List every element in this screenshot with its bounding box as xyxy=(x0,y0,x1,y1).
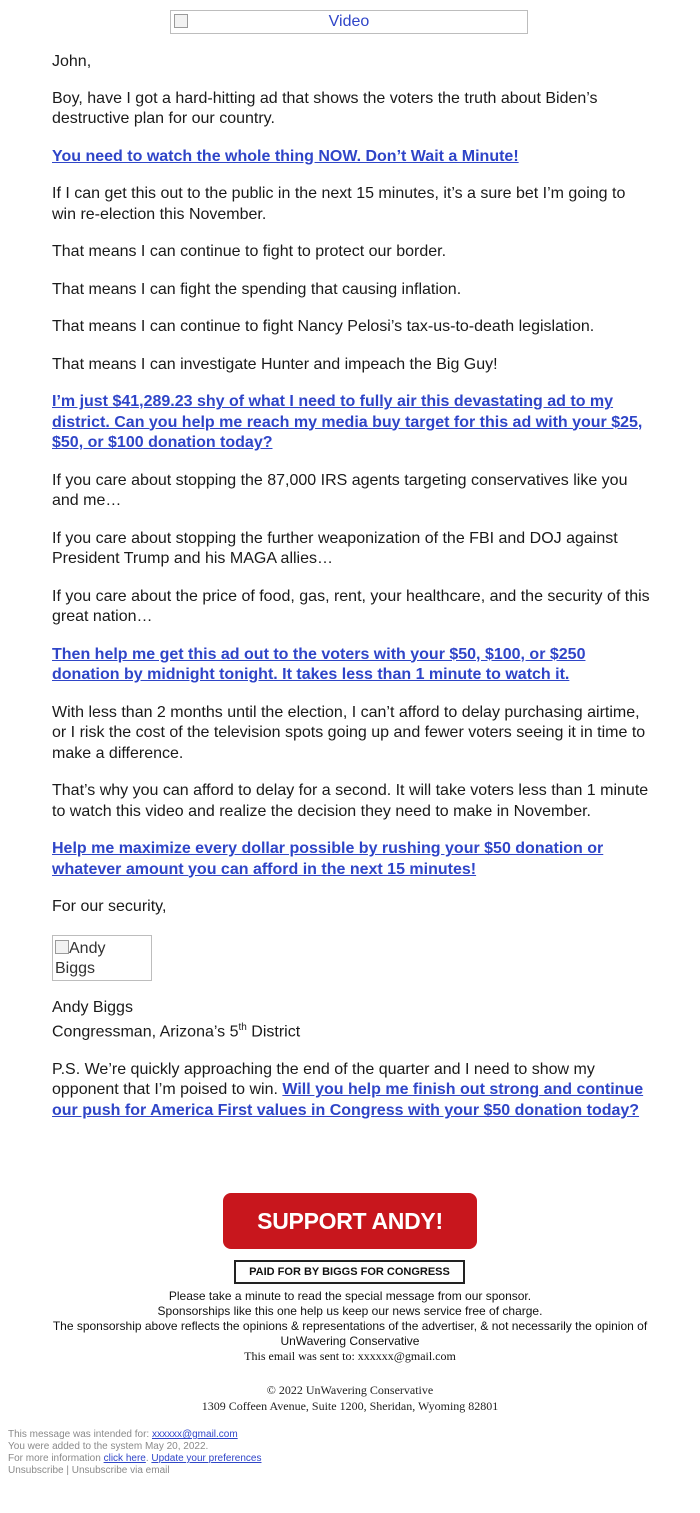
cta-link-media-buy[interactable]: I’m just $41,289.23 shy of what I need to fully air this devastating ad to my district. Can you help me reach my media buy target for this ad with your $25, $50, or $100 donation today? xyxy=(52,393,643,451)
signer-title xyxy=(52,1018,650,1043)
support-andy-button[interactable]: SUPPORT ANDY! xyxy=(223,1193,477,1249)
update-preferences-link[interactable]: Update your preferences xyxy=(151,1453,262,1464)
paragraph-3: That means I can continue to fight to protect our border. xyxy=(52,243,447,260)
intended-label: This message was intended for: xyxy=(8,1429,152,1440)
email-sent-to: This email was sent to: xxxxxx@gmail.com xyxy=(244,1349,456,1363)
paragraph-5: That means I can continue to fight Nancy Pelosi’s tax-us-to-death legislation. xyxy=(52,318,595,335)
paragraph-8: If you care about stopping the further weaponization of the FBI and DOJ against President Trump and his MAGA allies… xyxy=(52,529,618,567)
signer-name: Andy Biggs xyxy=(52,998,133,1016)
copyright-line: © 2022 UnWavering Conservative xyxy=(266,1383,434,1397)
email-footer xyxy=(8,1429,608,1477)
video-thumbnail-link[interactable] xyxy=(170,10,528,34)
sponsor-line-1: Please take a minute to read the special message from our sponsor. xyxy=(168,1289,532,1303)
cta-link-watch-now[interactable]: You need to watch the whole thing NOW. Don’t Wait a Minute! xyxy=(52,147,519,165)
signer-block xyxy=(52,998,650,1043)
footer-more-info xyxy=(8,1453,608,1465)
click-here-link[interactable]: click here xyxy=(103,1453,146,1464)
postscript-text: P.S. We’re quickly approaching the end of the quarter and I need to show my opponent that I’m poised to win. xyxy=(52,1060,595,1099)
more-info-separator: . xyxy=(145,1453,152,1464)
signature-alt-text: Andy Biggs xyxy=(55,939,106,977)
broken-image-icon xyxy=(55,940,69,954)
intended-email-link[interactable]: xxxxxx@gmail.com xyxy=(151,1429,238,1440)
address-line: 1309 Coffeen Avenue, Suite 1200, Sheridan, Wyoming 82801 xyxy=(201,1399,499,1413)
cta-link-ps[interactable]: Will you help me finish out strong and continue our push for America First values in Congress with your $50 donation today? xyxy=(52,1081,644,1119)
broken-image-icon xyxy=(174,14,188,28)
postscript xyxy=(52,1060,650,1122)
paragraph-10: With less than 2 months until the election, I can’t afford to delay purchasing airtime, or I risk the cost of the television spots going up and fewer voters seeing it in time to make a difference. xyxy=(52,703,646,762)
signer-title-ordinal: th xyxy=(238,1022,247,1033)
unsubscribe-email-link[interactable]: Unsubscribe via email xyxy=(71,1465,170,1476)
paragraph-7: If you care about stopping the 87,000 IRS agents targeting conservatives like you and me… xyxy=(52,471,628,509)
copyright-block xyxy=(100,1382,600,1414)
footer-intended xyxy=(8,1429,608,1441)
greeting: John, xyxy=(52,53,92,70)
video-alt-text: Video xyxy=(328,13,370,30)
paragraph-2: If I can get this out to the public in the next 15 minutes, it’s a sure bet I’m going to win re-election this November. xyxy=(52,185,626,223)
signer-title-text: Congressman, Arizona’s 5 xyxy=(52,1023,239,1041)
unsubscribe-pipe: | xyxy=(63,1465,72,1476)
paid-for-disclaimer: PAID FOR BY BIGGS FOR CONGRESS xyxy=(234,1260,465,1284)
paragraph-1: Boy, have I got a hard-hitting ad that shows the voters the truth about Biden’s destructive plan for our country. xyxy=(52,89,598,127)
cta-link-midnight[interactable]: Then help me get this ad out to the voters with your $50, $100, or $250 donation by midnight tonight. It takes less than 1 minute to watch it. xyxy=(52,645,586,683)
cta-link-maximize[interactable]: Help me maximize every dollar possible by rushing your $50 donation or whatever amount you can afford in the next 15 minutes! xyxy=(52,840,604,878)
footer-added: You were added to the system May 20, 2022. xyxy=(8,1441,209,1452)
signature-image xyxy=(52,935,152,981)
paragraph-4: That means I can fight the spending that causing inflation. xyxy=(52,280,462,298)
paragraph-9: If you care about the price of food, gas, rent, your healthcare, and the security of this great nation… xyxy=(52,587,650,625)
footer-unsubscribe xyxy=(8,1465,608,1477)
unsubscribe-link[interactable]: Unsubscribe xyxy=(8,1465,64,1476)
closing: For our security, xyxy=(52,898,167,915)
paragraph-11: That’s why you can afford to delay for a second. It will take voters less than 1 minute to watch this video and realize the decision they need to make in November. xyxy=(52,782,649,820)
signer-title-district: District xyxy=(246,1023,301,1041)
paragraph-6: That means I can investigate Hunter and impeach the Big Guy! xyxy=(52,355,498,373)
sponsor-line-3: The sponsorship above reflects the opinions & representations of the advertiser, & not necessarily the opinion of UnWavering Conservative xyxy=(52,1319,648,1348)
sponsor-line-2: Sponsorships like this one help us keep our news service free of charge. xyxy=(157,1304,543,1318)
letter-body xyxy=(52,52,650,1138)
more-info-label: For more information xyxy=(8,1453,104,1464)
sponsor-notice xyxy=(30,1289,670,1364)
